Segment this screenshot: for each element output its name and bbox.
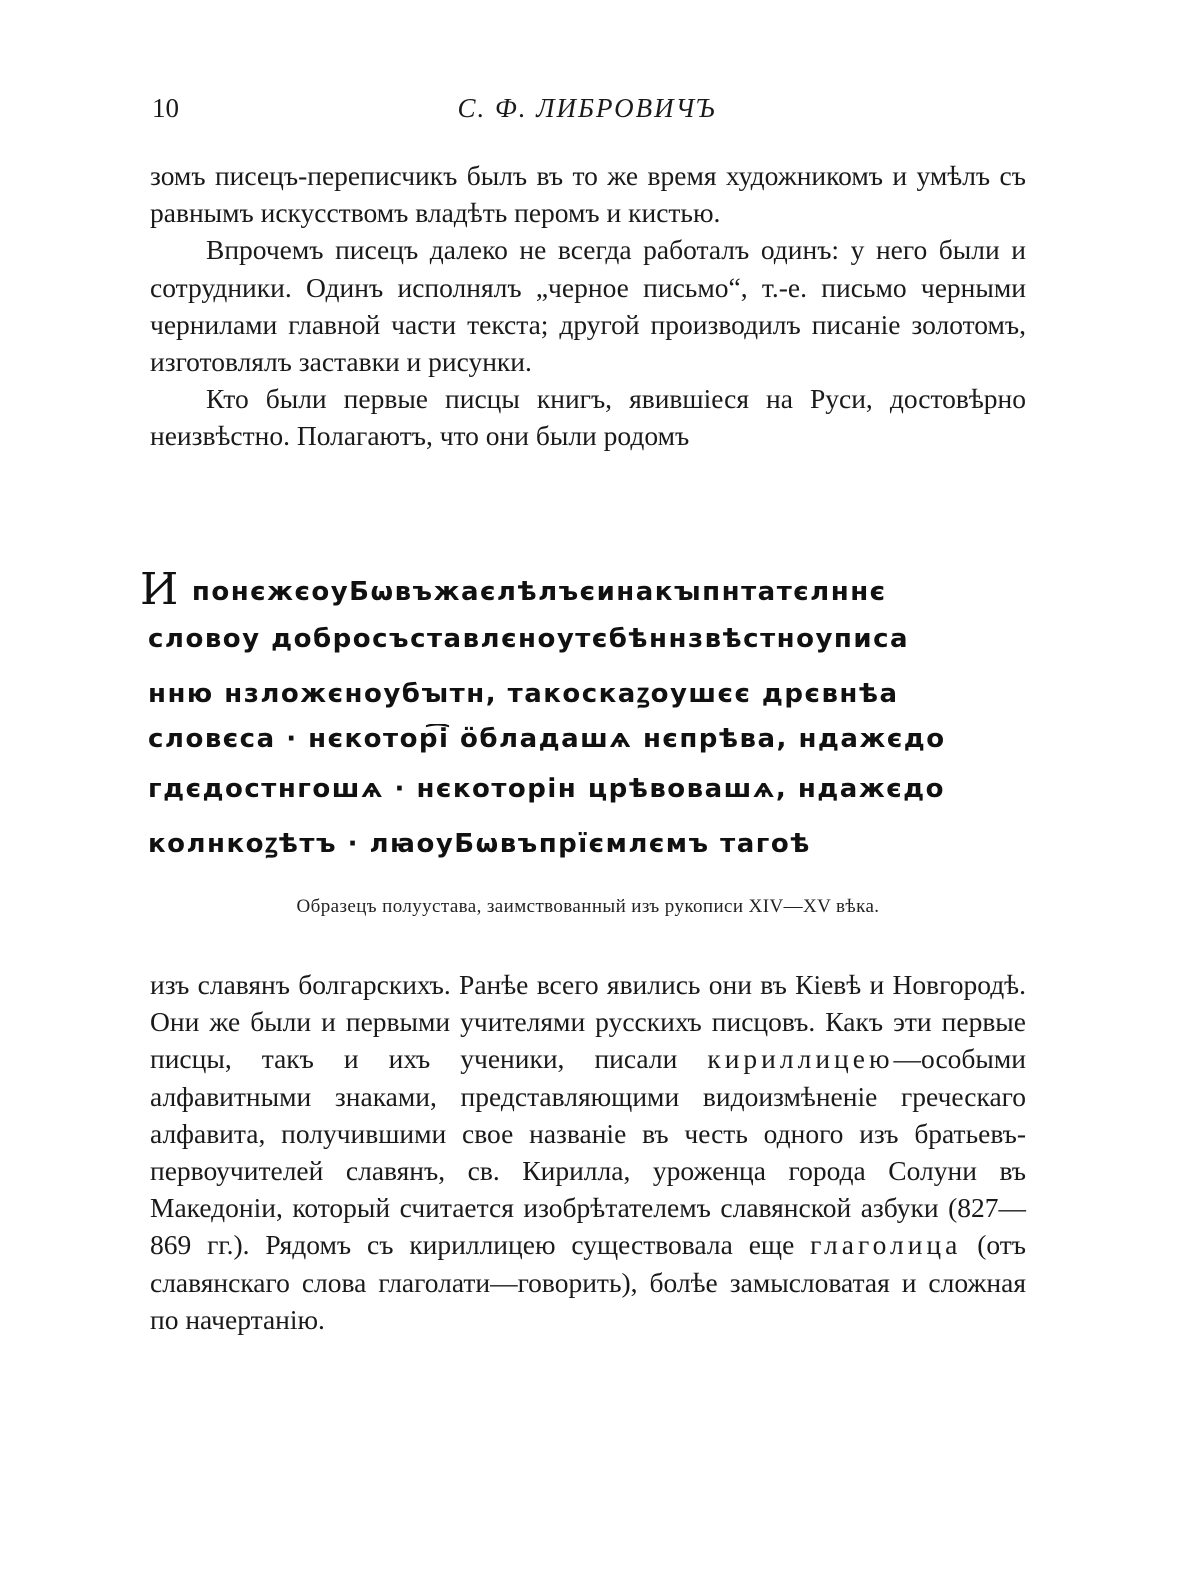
term-glagolitsa: глаголица — [810, 1229, 962, 1261]
running-head — [152, 88, 1022, 128]
paragraph-first-scribes: Кто были первые писцы книгъ, явившіеся на Руси, достовѣрно неизвѣстно. Полагаютъ, что они были родомъ — [150, 383, 1026, 452]
manuscript-line-6: колнкоꙁѣтъ · лꙗоуБѡвъпрїємлємъ тагоѣ — [148, 829, 811, 859]
manuscript-line-2: словоу добросъставлєноутєбѣннзвѣстноуписа — [148, 624, 910, 654]
manuscript-initial-letter: И — [140, 568, 180, 615]
bottom-text-block — [150, 966, 1026, 1338]
paragraph-bulgarian-slavs — [150, 966, 1026, 1338]
text-run-2: —особыми алфавитными знаками, представляющими видоизмѣненіе греческаго алфавита, получившими свое названіе въ честь одного изъ братьевъ-первоучителей славянъ, св. Кирилла, уроженца города Солуни въ Македоніи, который считается изобрѣтателемъ славянской азбуки (827—869 гг.). Рядомъ съ кириллицею существовала еще — [150, 1043, 1026, 1261]
manuscript-line-text: понєжєоуБѡвъжаєлѣлъєинакꙑпнтатєлннє — [191, 577, 887, 607]
running-title: С. Ф. ЛИБРОВИЧЪ — [457, 93, 717, 123]
text-run-3: (отъ славянскаго слова глаголати—говорить), болѣе замысловатая и сложная по начертанію. — [150, 1229, 1026, 1335]
manuscript-sample — [140, 568, 1045, 868]
paragraph-continuation: зомъ писецъ-переписчикъ былъ въ то же время художникомъ и умѣлъ съ равнымъ искусствомъ владѣть перомъ и кистью. — [150, 160, 1026, 229]
paragraph-scribe-helpers: Впрочемъ писецъ далеко не всегда работалъ одинъ: у него были и сотрудники. Одинъ исполнялъ „черное письмо“, т.-е. письмо черными чернилами главной части текста; другой производилъ писаніе золотомъ, изготовлялъ заставки и рисунки. — [150, 234, 1026, 378]
term-kirillitsa: кириллицею — [707, 1043, 894, 1075]
text-run-1: изъ славянъ болгарскихъ. Ранѣе всего явились они въ Кіевѣ и Новгородѣ. Они же были и первыми учителями русскихъ писцовъ. Какъ эти первые писцы, такъ и ихъ ученики, писали — [150, 969, 1026, 1075]
manuscript-line-5: гдєдостнгошѧ · нєкоторін црѣвовашѧ, ндажєдо — [148, 774, 945, 804]
manuscript-line-4: словєса · нєкотор͡і ӧбладашѧ нєпрѣва, ндажєдо — [148, 724, 946, 754]
manuscript-line-1 — [140, 568, 1045, 618]
manuscript-line-3: нню нзложєноубꙑтн, такоскаꙁоушєє дрєвнѣа — [148, 679, 899, 709]
figure-caption: Образецъ полуустава, заимствованный изъ рукописи XIV—XV вѣка. — [296, 896, 880, 917]
page-number: 10 — [152, 93, 179, 123]
top-text-block — [150, 157, 1026, 455]
